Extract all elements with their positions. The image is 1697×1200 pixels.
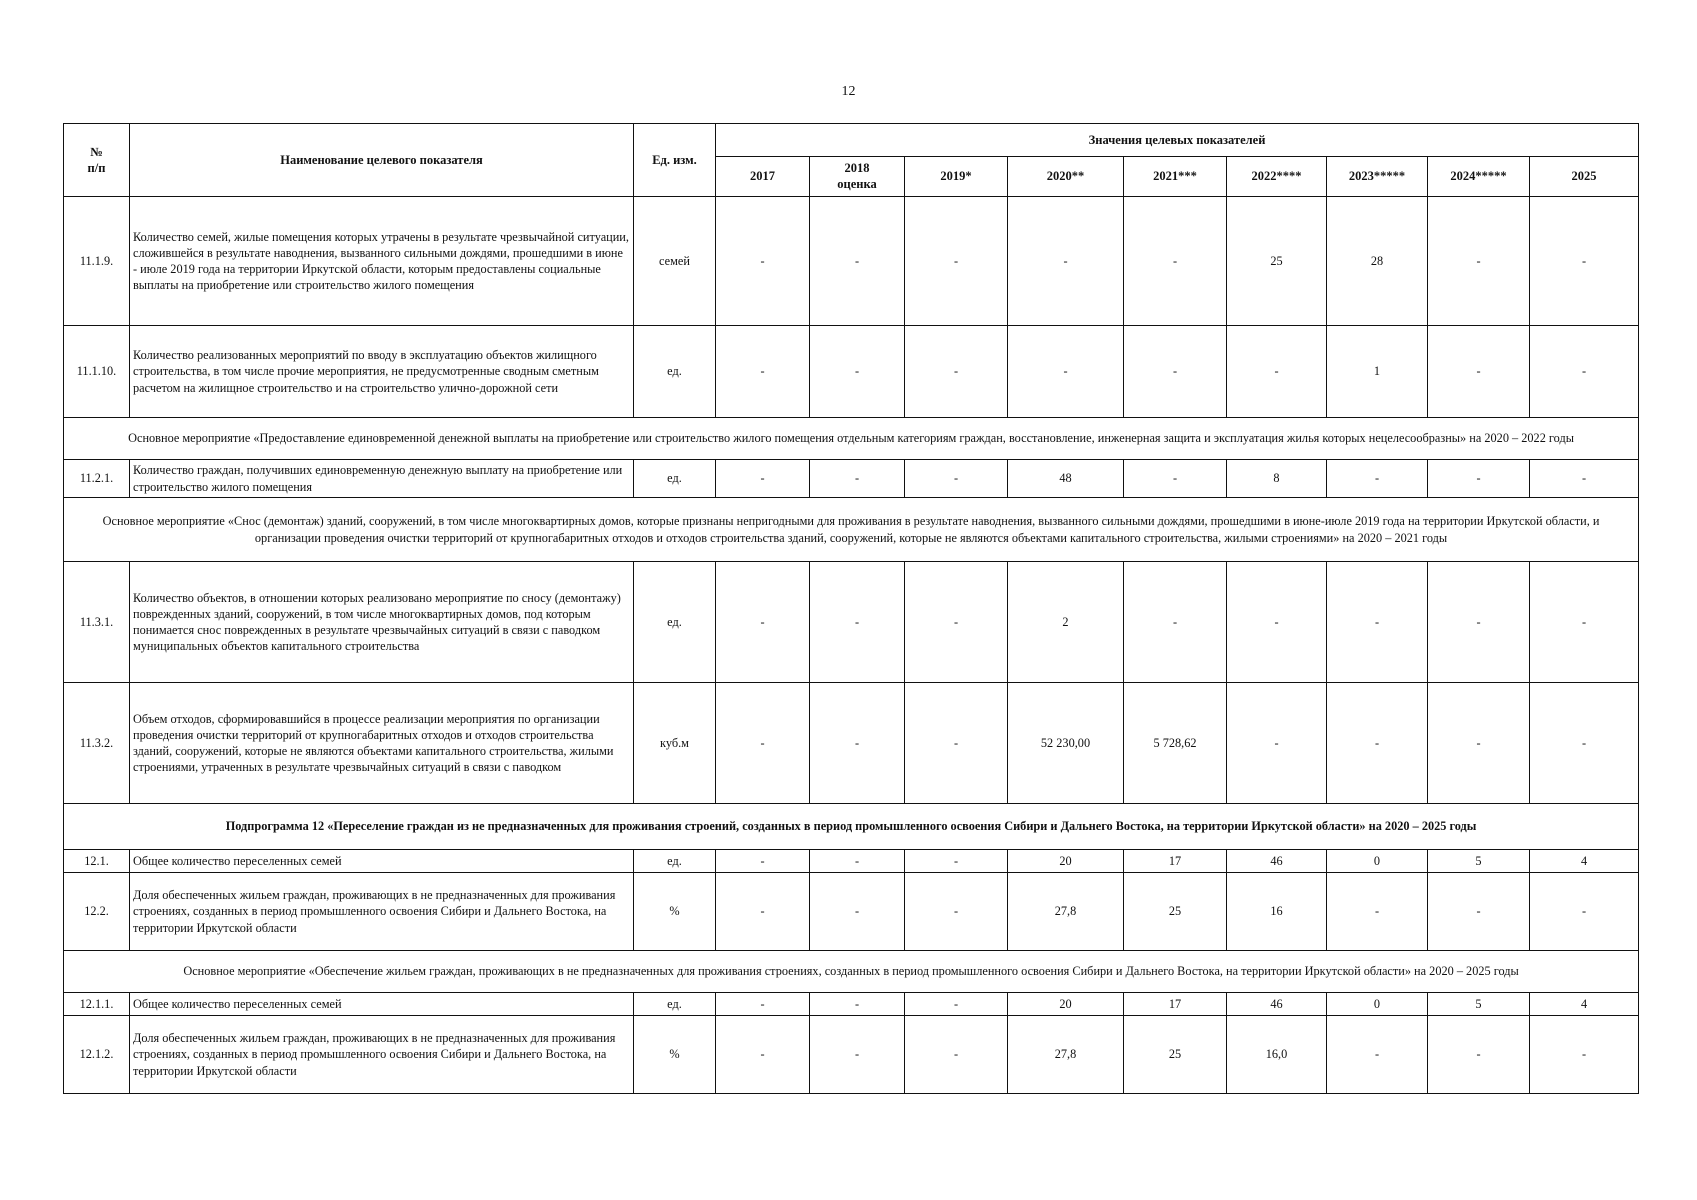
header-values-group: Значения целевых показателей — [716, 124, 1639, 157]
unit-cell: ед. — [634, 460, 716, 498]
value-cell: - — [716, 326, 810, 418]
value-cell: - — [810, 562, 905, 683]
table-row — [64, 993, 1639, 1016]
value-cell: - — [1530, 873, 1639, 951]
indicator-name: Общее количество переселенных семей — [130, 993, 634, 1016]
value-cell: - — [1530, 460, 1639, 498]
table-row — [64, 683, 1639, 804]
row-number: 11.3.1. — [64, 562, 130, 683]
value-cell: - — [905, 873, 1008, 951]
value-cell: 25 — [1124, 873, 1227, 951]
value-cell: - — [810, 460, 905, 498]
value-cell: 20 — [1008, 993, 1124, 1016]
value-cell: - — [1428, 197, 1530, 326]
unit-cell: ед. — [634, 993, 716, 1016]
value-cell: - — [716, 562, 810, 683]
value-cell: 4 — [1530, 993, 1639, 1016]
row-number: 11.2.1. — [64, 460, 130, 498]
value-cell: - — [716, 850, 810, 873]
table-row — [64, 197, 1639, 326]
main-activity-title: Основное мероприятие «Снос (демонтаж) зданий, сооружений, в том числе многоквартирных домов, которые признаны непригодными для проживания в результате наводнения, вызванного сильными дождями, прошедшими в июне-июле 2019 года на территории Иркутской области, и организации проведения очистки территорий от крупногабаритных отходов и отходов строительства зданий, сооружений, которые не являются объектами капитального строительства, жилыми строениями» на 2020 – 2021 годы — [64, 498, 1639, 562]
value-cell: 25 — [1124, 1016, 1227, 1094]
value-cell: 1 — [1327, 326, 1428, 418]
row-number: 12.2. — [64, 873, 130, 951]
indicator-name: Количество граждан, получивших единовременную денежную выплату на приобретение или строительство жилого помещения — [130, 460, 634, 498]
section-row — [64, 951, 1639, 993]
value-cell: 27,8 — [1008, 873, 1124, 951]
value-cell: - — [1124, 460, 1227, 498]
header-name: Наименование целевого показателя — [130, 124, 634, 197]
table-row — [64, 1016, 1639, 1094]
value-cell: - — [1327, 562, 1428, 683]
header-year: 2023***** — [1327, 157, 1428, 197]
value-cell: - — [1530, 562, 1639, 683]
row-number: 12.1.1. — [64, 993, 130, 1016]
value-cell: - — [1124, 562, 1227, 683]
header-year: 2024***** — [1428, 157, 1530, 197]
value-cell: 25 — [1227, 197, 1327, 326]
unit-cell: семей — [634, 197, 716, 326]
value-cell: - — [905, 562, 1008, 683]
row-number: 11.1.10. — [64, 326, 130, 418]
header-year: 2021*** — [1124, 157, 1227, 197]
indicator-name: Объем отходов, сформировавшийся в процессе реализации мероприятия по организации проведения очистки территорий от крупногабаритных отходов и отходов строительства зданий, сооружений, которые не являются объектами капитального строительства, жилыми строениями, утраченных в результате чрезвычайных ситуаций в связи с паводком — [130, 683, 634, 804]
value-cell: - — [1227, 562, 1327, 683]
value-cell: 0 — [1327, 850, 1428, 873]
main-activity-title: Основное мероприятие «Предоставление единовременной денежной выплаты на приобретение или строительство жилого помещения отдельным категориям граждан, восстановление, инженерная защита и эксплуатация жилья которых нецелесообразны» на 2020 – 2022 годы — [64, 418, 1639, 460]
value-cell: - — [1327, 873, 1428, 951]
value-cell: 48 — [1008, 460, 1124, 498]
value-cell: - — [810, 993, 905, 1016]
indicator-name: Доля обеспеченных жильем граждан, проживающих в не предназначенных для проживания строениях, созданных в период промышленного освоения Сибири и Дальнего Востока, на территории Иркутской области — [130, 873, 634, 951]
value-cell: 8 — [1227, 460, 1327, 498]
header-year-label: 2018 оценка — [837, 160, 877, 191]
value-cell: 46 — [1227, 993, 1327, 1016]
header-year: 2022**** — [1227, 157, 1327, 197]
value-cell: 28 — [1327, 197, 1428, 326]
row-number: 12.1. — [64, 850, 130, 873]
value-cell: - — [716, 993, 810, 1016]
value-cell: - — [1530, 197, 1639, 326]
row-number: 12.1.2. — [64, 1016, 130, 1094]
unit-cell: % — [634, 1016, 716, 1094]
value-cell: - — [905, 683, 1008, 804]
header-num — [64, 124, 130, 197]
value-cell: - — [1428, 683, 1530, 804]
indicator-name: Количество семей, жилые помещения которых утрачены в результате чрезвычайной ситуации, сложившейся в результате наводнения, вызванного сильными дождями, прошедшими в июне - июле 2019 года на территории Иркутской области, которым предоставлены социальные выплаты на приобретение или строительство жилого помещения — [130, 197, 634, 326]
header-unit: Ед. изм. — [634, 124, 716, 197]
value-cell: - — [1530, 683, 1639, 804]
table-row — [64, 850, 1639, 873]
header-num-label: № п/п — [87, 144, 106, 175]
value-cell: - — [810, 850, 905, 873]
value-cell: - — [1327, 460, 1428, 498]
value-cell: 20 — [1008, 850, 1124, 873]
unit-cell: % — [634, 873, 716, 951]
value-cell: - — [1327, 683, 1428, 804]
unit-cell: ед. — [634, 562, 716, 683]
value-cell: - — [1428, 873, 1530, 951]
value-cell: - — [810, 326, 905, 418]
value-cell: - — [716, 683, 810, 804]
value-cell: 4 — [1530, 850, 1639, 873]
value-cell: - — [905, 460, 1008, 498]
value-cell: 27,8 — [1008, 1016, 1124, 1094]
page-number: 12 — [841, 84, 856, 99]
value-cell: 16,0 — [1227, 1016, 1327, 1094]
value-cell: - — [1227, 326, 1327, 418]
header-year: 2025 — [1530, 157, 1639, 197]
unit-cell: куб.м — [634, 683, 716, 804]
subprogram-row — [64, 804, 1639, 850]
value-cell: 17 — [1124, 850, 1227, 873]
indicator-name: Общее количество переселенных семей — [130, 850, 634, 873]
value-cell: - — [1428, 562, 1530, 683]
value-cell: - — [810, 1016, 905, 1094]
value-cell: 2 — [1008, 562, 1124, 683]
table-row — [64, 873, 1639, 951]
value-cell: - — [905, 850, 1008, 873]
value-cell: - — [716, 197, 810, 326]
value-cell: 16 — [1227, 873, 1327, 951]
value-cell: - — [810, 197, 905, 326]
indicator-name: Количество реализованных мероприятий по вводу в эксплуатацию объектов жилищного строительства, в том числе прочие мероприятия, не предусмотренные сводным сметным расчетом на жилищное строительство и на строительство улично-дорожной сети — [130, 326, 634, 418]
value-cell: - — [1530, 326, 1639, 418]
value-cell: - — [905, 993, 1008, 1016]
value-cell: 5 728,62 — [1124, 683, 1227, 804]
indicator-name: Доля обеспеченных жильем граждан, проживающих в не предназначенных для проживания строениях, созданных в период промышленного освоения Сибири и Дальнего Востока, на территории Иркутской области — [130, 1016, 634, 1094]
value-cell: - — [1124, 197, 1227, 326]
value-cell: - — [905, 1016, 1008, 1094]
value-cell: 5 — [1428, 993, 1530, 1016]
value-cell: 5 — [1428, 850, 1530, 873]
table-row — [64, 326, 1639, 418]
value-cell: - — [1008, 197, 1124, 326]
value-cell: - — [1428, 460, 1530, 498]
value-cell: 46 — [1227, 850, 1327, 873]
header-year: 2020** — [1008, 157, 1124, 197]
section-row — [64, 418, 1639, 460]
unit-cell: ед. — [634, 850, 716, 873]
value-cell: 0 — [1327, 993, 1428, 1016]
header-year: 2017 — [716, 157, 810, 197]
value-cell: - — [1124, 326, 1227, 418]
value-cell: - — [905, 326, 1008, 418]
value-cell: - — [810, 873, 905, 951]
row-number: 11.3.2. — [64, 683, 130, 804]
value-cell: - — [1327, 1016, 1428, 1094]
value-cell: - — [1008, 326, 1124, 418]
value-cell: - — [905, 197, 1008, 326]
value-cell: - — [1428, 1016, 1530, 1094]
target-indicators-table — [63, 123, 1639, 1094]
value-cell: - — [1428, 326, 1530, 418]
row-number: 11.1.9. — [64, 197, 130, 326]
subprogram-title: Подпрограмма 12 «Переселение граждан из не предназначенных для проживания строений, созданных в период промышленного освоения Сибири и Дальнего Востока, на территории Иркутской области» на 2020 – 2025 годы — [64, 804, 1639, 850]
table-row — [64, 460, 1639, 498]
value-cell: - — [810, 683, 905, 804]
table-row — [64, 562, 1639, 683]
section-row — [64, 498, 1639, 562]
value-cell: 52 230,00 — [1008, 683, 1124, 804]
value-cell: - — [716, 1016, 810, 1094]
value-cell: - — [1227, 683, 1327, 804]
unit-cell: ед. — [634, 326, 716, 418]
header-year: 2019* — [905, 157, 1008, 197]
value-cell: - — [716, 873, 810, 951]
value-cell: - — [1530, 1016, 1639, 1094]
header-year — [810, 157, 905, 197]
value-cell: 17 — [1124, 993, 1227, 1016]
value-cell: - — [716, 460, 810, 498]
main-activity-title: Основное мероприятие «Обеспечение жильем граждан, проживающих в не предназначенных для проживания строениях, созданных в период промышленного освоения Сибири и Дальнего Востока, на территории Иркутской области» на 2020 – 2025 годы — [64, 951, 1639, 993]
indicator-name: Количество объектов, в отношении которых реализовано мероприятие по сносу (демонтажу) поврежденных зданий, сооружений, в том числе многоквартирных домов, под которым понимается снос поврежденных в результате чрезвычайных ситуаций в связи с паводком муниципальных объектов капитального строительства — [130, 562, 634, 683]
